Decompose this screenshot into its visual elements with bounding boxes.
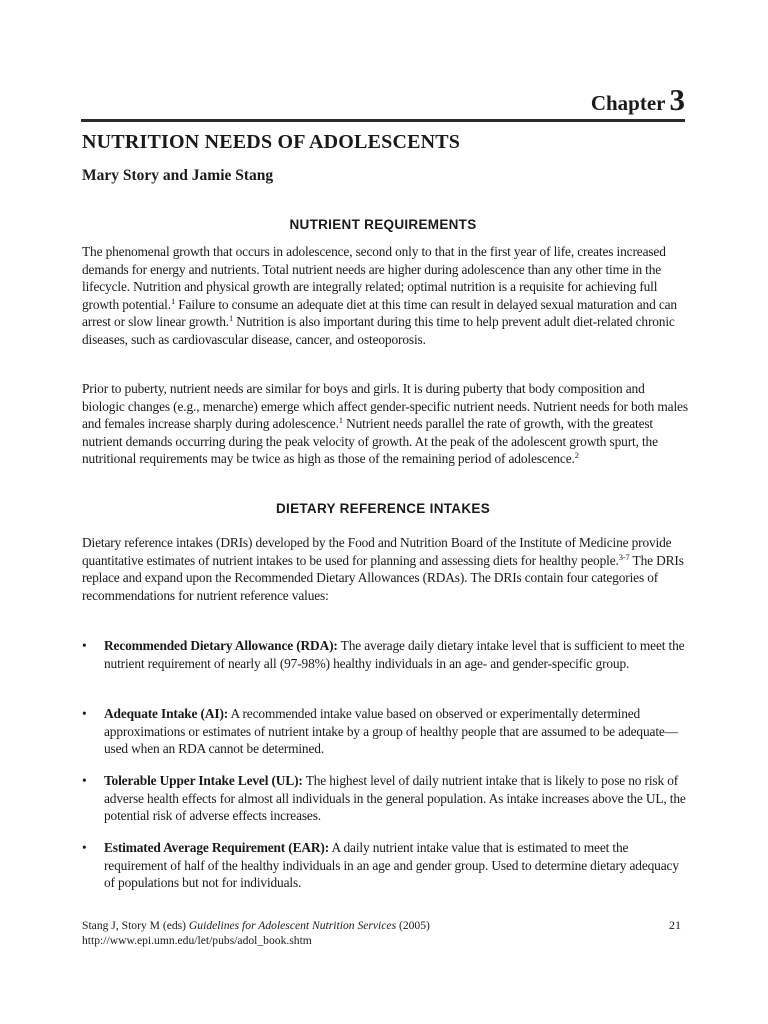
footer-cite-suffix: (2005) <box>396 919 430 932</box>
list-item-text: The average daily dietary intake level that is sufficient to meet the nutrient requirement of nearly all (97-98%) healthy individuals in an age- and gender-specific group. <box>104 638 685 671</box>
list-item-text: The highest level of daily nutrient intake that is likely to pose no risk of adverse health effects for almost all individuals in the general population. As intake increases above the UL, the potential risk of adverse effects increases. <box>104 773 686 824</box>
paragraph-text: The DRIs replace and expand upon the Recommended Dietary Allowances (RDAs). The DRIs contain four categories of recommendations for nutrient reference values: <box>82 552 684 603</box>
citation-superscript: 3-7 <box>618 551 630 562</box>
paragraph-text: Nutrient needs parallel the rate of growth, with the greatest nutrient demands occurring during the peak velocity of growth. At the peak of the adolescent growth spurt, the nutritional requirements may be twice as high as those of the remaining period of adolescence. <box>82 416 658 467</box>
paragraph-dri-intro <box>82 534 688 604</box>
list-item-body <box>104 705 688 758</box>
page-number: 21 <box>669 918 681 932</box>
list-item-body <box>104 637 688 672</box>
authors-line: Mary Story and Jamie Stang <box>82 167 274 184</box>
page-title: NUTRITION NEEDS OF ADOLESCENTS <box>82 131 461 153</box>
footer-reference <box>82 918 682 933</box>
footer-cite-title: Guidelines for Adolescent Nutrition Services <box>188 919 397 932</box>
citation-superscript: 1 <box>338 415 343 426</box>
section-heading-nutrient-requirements: NUTRIENT REQUIREMENTS <box>289 217 477 232</box>
bullet-marker: • <box>82 773 87 788</box>
citation-superscript: 2 <box>574 450 579 461</box>
section-heading-dietary-reference-intakes: DIETARY REFERENCE INTAKES <box>275 501 491 516</box>
chapter-number: 3 <box>669 82 685 117</box>
chapter-label <box>591 84 685 115</box>
list-item-term: Adequate Intake (AI): <box>104 706 229 721</box>
list-item-term: Tolerable Upper Intake Level (UL): <box>104 773 303 788</box>
paragraph-text: Nutrition is also important during this time to help prevent adult diet-related chronic diseases, such as cardiovascular disease, cancer, and osteoporosis. <box>82 314 675 347</box>
paragraph-text: Failure to consume an adequate diet at this time can result in delayed sexual maturation and can arrest or slow linear growth. <box>82 296 677 330</box>
list-item-ul <box>82 772 688 825</box>
citation-superscript: 1 <box>229 313 234 324</box>
bullet-marker: • <box>82 638 87 653</box>
bullet-marker: • <box>82 706 87 721</box>
footer-url: http://www.epi.umn.edu/let/pubs/adol_book.shtm <box>82 934 312 947</box>
chapter-rule <box>81 119 685 122</box>
citation-superscript: 1 <box>170 295 176 306</box>
bullet-marker: • <box>82 840 87 855</box>
paragraph-text: Dietary reference intakes (DRIs) developed by the Food and Nutrition Board of the Institute of Medicine provide quantitative estimates of nutrient intakes to be used for planning and assessing diets for healthy people. <box>82 535 672 568</box>
list-item-text: A daily nutrient intake value that is estimated to meet the requirement of half of the healthy individuals in an age and gender group. Used to determine dietary adequacy of populations but not for individuals. <box>104 840 679 891</box>
list-item-term: Recommended Dietary Allowance (RDA): <box>104 638 338 653</box>
paragraph-growth <box>82 243 688 349</box>
list-item-text: A recommended intake value based on observed or experimentally determined approximations or estimates of nutrient intake by a group of healthy people that are assumed to be adequate— used when an RDA cannot be determined. <box>104 706 678 757</box>
paragraph-text: The phenomenal growth that occurs in adolescence, second only to that in the first year of life, creates increased demands for energy and nutrients. Total nutrient needs are higher during adolescence than any other time in the lifecycle. Nutrition and physical growth are integrally related; optimal nutrition is a requisite for achieving full growth potential. <box>82 244 666 312</box>
paragraph-text: Prior to puberty, nutrient needs are similar for boys and girls. It is during puberty that body composition and biologic changes (e.g., menarche) emerge which affect gender-specific nutrient needs. Nutrient needs for both males and females increase sharply during adolescence. <box>82 381 688 432</box>
footer-cite-prefix: Stang J, Story M (eds) <box>82 919 189 932</box>
chapter-word: Chapter <box>590 91 666 115</box>
footer-citation <box>82 918 682 948</box>
list-item-ear <box>82 839 688 892</box>
list-item-term: Estimated Average Requirement (EAR): <box>104 840 330 855</box>
list-item-ai <box>82 705 688 758</box>
paragraph-puberty <box>82 380 688 468</box>
list-item-rda <box>82 637 688 672</box>
list-item-body <box>104 772 688 825</box>
list-item-body <box>104 839 688 892</box>
